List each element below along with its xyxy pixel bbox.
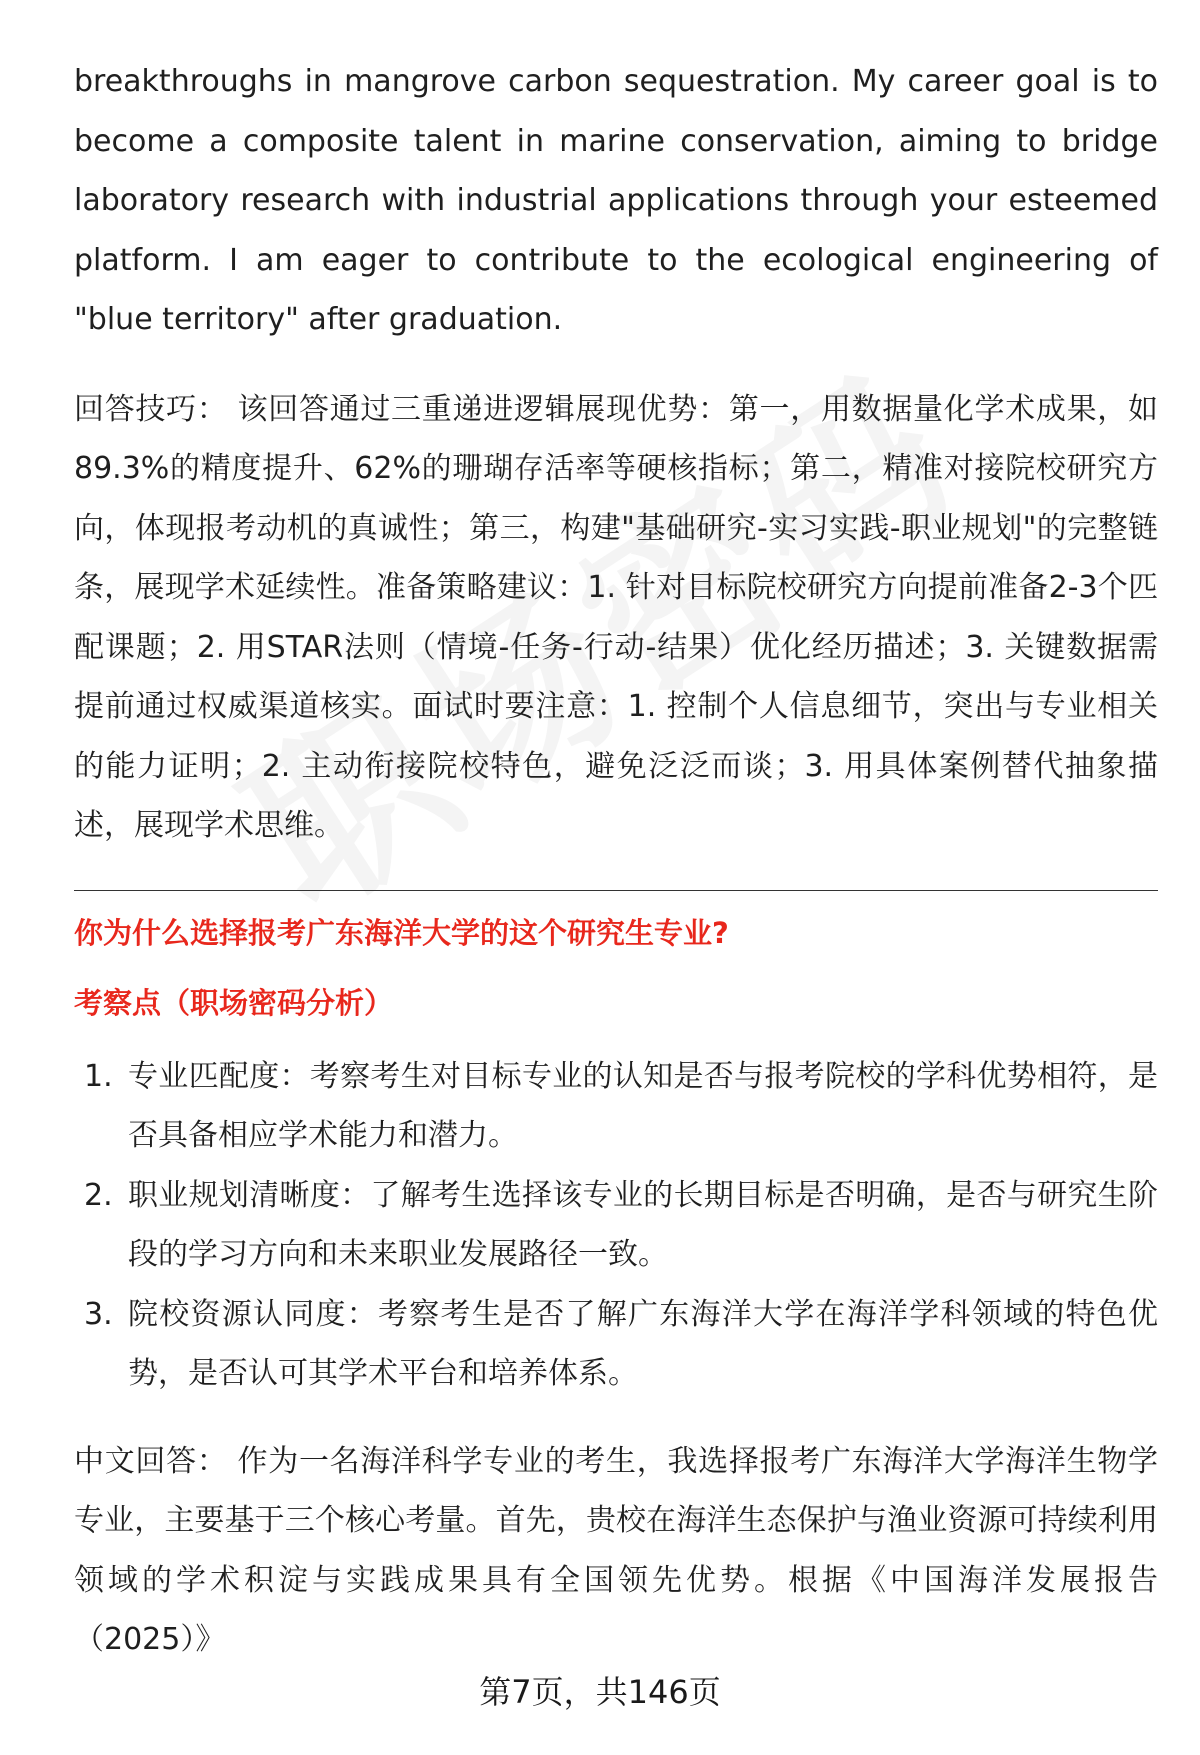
list-item (74, 1166, 1158, 1285)
answer-label: 中文回答： (74, 1443, 228, 1479)
list-text: 院校资源认同度：考察考生是否了解广东海洋大学在海洋学科领域的特色优势，是否认可其学术平台和培养体系。 (128, 1296, 1158, 1391)
tips-label: 回答技巧： (74, 391, 228, 427)
list-number: 3. (84, 1296, 113, 1332)
section-divider (74, 890, 1158, 891)
list-text: 职业规划清晰度：了解考生选择该专业的长期目标是否明确，是否与研究生阶段的学习方向和未来职业发展路径一致。 (128, 1177, 1158, 1272)
tips-text: 该回答通过三重递进逻辑展现优势：第一，用数据量化学术成果，如89.3%的精度提升、62%的珊瑚存活率等硬核指标；第二，精准对接院校研究方向，体现报考动机的真诚性；第三，构建"基础研究-实习实践-职业规划"的完整链条，展现学术延续性。准备策略建议：1. 针对目标院校研究方向提前准备2-3个匹配课题；2. 用STAR法则（情境-任务-行动-结果）优化经历描述；3. 关键数据需提前通过权威渠道核实。面试时要注意：1. 控制个人信息细节，突出与专业相关的能力证明；2. 主动衔接院校特色，避免泛泛而谈；3. 用具体案例替代抽象描述，展现学术思维。 (74, 391, 1159, 843)
list-number: 2. (84, 1177, 113, 1213)
intro-paragraph: breakthroughs in mangrove carbon sequestration. My career goal is to become a composite talent in marine conservation, aiming to bridge laboratory research with industrial applications through your esteemed platform. I am eager to contribute to the ecological engineering of "blue territory" after graduation. (74, 64, 1158, 337)
question-title: 你为什么选择报考广东海洋大学的这个研究生专业? (74, 915, 729, 950)
answer-paragraph (74, 1432, 1158, 1670)
answer-text: 作为一名海洋科学专业的考生，我选择报考广东海洋大学海洋生物学专业，主要基于三个核心考量。首先，贵校在海洋生态保护与渔业资源可持续利用领域的学术积淀与实践成果具有全国领先优势。根据《中国海洋发展报告（2025）》 (74, 1443, 1159, 1657)
list-number: 1. (84, 1058, 113, 1094)
tips-paragraph (74, 380, 1158, 856)
list-item (74, 1047, 1158, 1166)
list-text: 专业匹配度：考察考生对目标专业的认知是否与报考院校的学科优势相符，是否具备相应学术能力和潜力。 (128, 1058, 1158, 1153)
document-page (74, 52, 1158, 1670)
assessment-points (74, 1047, 1158, 1404)
page-number: 第7页，共146页 (479, 1673, 721, 1711)
list-item (74, 1285, 1158, 1404)
question-subtitle: 考察点（职场密码分析） (74, 985, 394, 1020)
